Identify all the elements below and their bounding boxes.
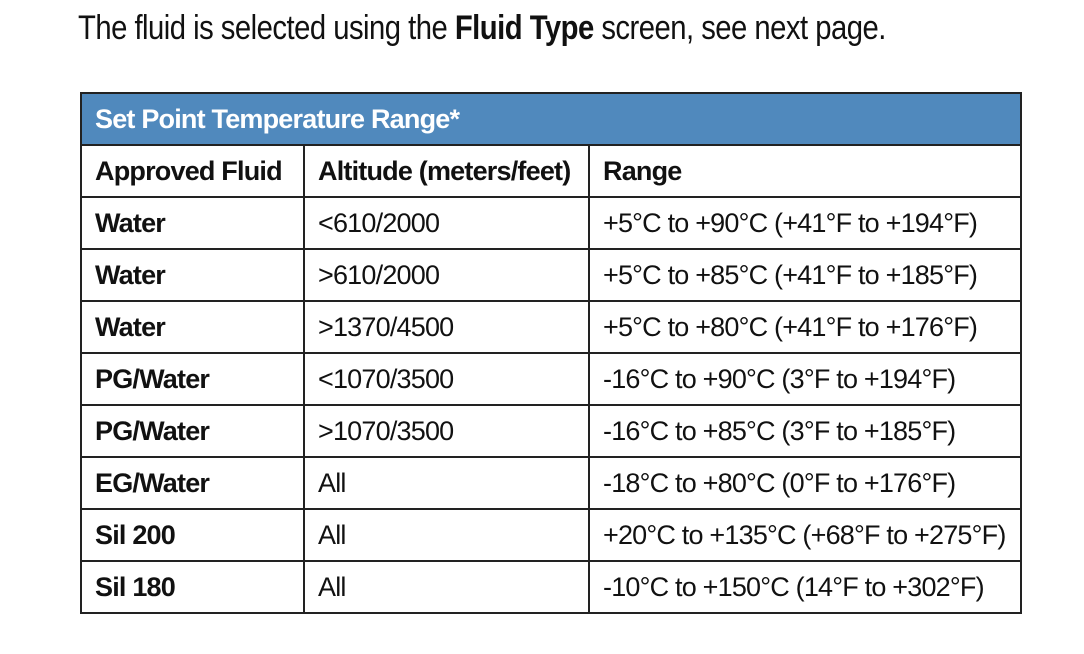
intro-text bbox=[78, 6, 929, 50]
fluid-cell: PG/Water bbox=[81, 405, 304, 457]
altitude-cell: <1070/3500 bbox=[304, 353, 589, 405]
range-cell: +20°C to +135°C (+68°F to +275°F) bbox=[589, 509, 1021, 561]
range-cell: +5°C to +80°C (+41°F to +176°F) bbox=[589, 301, 1021, 353]
range-cell: +5°C to +90°C (+41°F to +194°F) bbox=[589, 197, 1021, 249]
altitude-cell: All bbox=[304, 561, 589, 613]
fluid-cell: Sil 180 bbox=[81, 561, 304, 613]
column-header-fluid: Approved Fluid bbox=[81, 145, 304, 197]
column-header-altitude: Altitude (meters/feet) bbox=[304, 145, 589, 197]
altitude-cell: All bbox=[304, 509, 589, 561]
fluid-cell: Water bbox=[81, 197, 304, 249]
altitude-cell: >610/2000 bbox=[304, 249, 589, 301]
fluid-cell: Sil 200 bbox=[81, 509, 304, 561]
set-point-range-table bbox=[80, 92, 1022, 614]
intro-suffix: screen, see next page. bbox=[593, 9, 886, 47]
table-row bbox=[81, 197, 1021, 249]
fluid-cell: Water bbox=[81, 249, 304, 301]
column-header-range: Range bbox=[589, 145, 1021, 197]
table-row bbox=[81, 509, 1021, 561]
altitude-cell: All bbox=[304, 457, 589, 509]
fluid-cell: PG/Water bbox=[81, 353, 304, 405]
altitude-cell: <610/2000 bbox=[304, 197, 589, 249]
range-cell: -18°C to +80°C (0°F to +176°F) bbox=[589, 457, 1021, 509]
fluid-cell: Water bbox=[81, 301, 304, 353]
table-row bbox=[81, 405, 1021, 457]
range-cell: -16°C to +90°C (3°F to +194°F) bbox=[589, 353, 1021, 405]
table-row bbox=[81, 301, 1021, 353]
intro-emphasis: Fluid Type bbox=[454, 9, 594, 47]
table-title-row bbox=[81, 93, 1021, 145]
table-row bbox=[81, 457, 1021, 509]
table-title: Set Point Temperature Range* bbox=[81, 93, 1021, 145]
table-row bbox=[81, 353, 1021, 405]
table-header-row bbox=[81, 145, 1021, 197]
table-row bbox=[81, 249, 1021, 301]
intro-prefix: The fluid is selected using the bbox=[78, 9, 455, 47]
table-row bbox=[81, 561, 1021, 613]
fluid-cell: EG/Water bbox=[81, 457, 304, 509]
altitude-cell: >1370/4500 bbox=[304, 301, 589, 353]
range-cell: -16°C to +85°C (3°F to +185°F) bbox=[589, 405, 1021, 457]
altitude-cell: >1070/3500 bbox=[304, 405, 589, 457]
range-cell: +5°C to +85°C (+41°F to +185°F) bbox=[589, 249, 1021, 301]
range-cell: -10°C to +150°C (14°F to +302°F) bbox=[589, 561, 1021, 613]
